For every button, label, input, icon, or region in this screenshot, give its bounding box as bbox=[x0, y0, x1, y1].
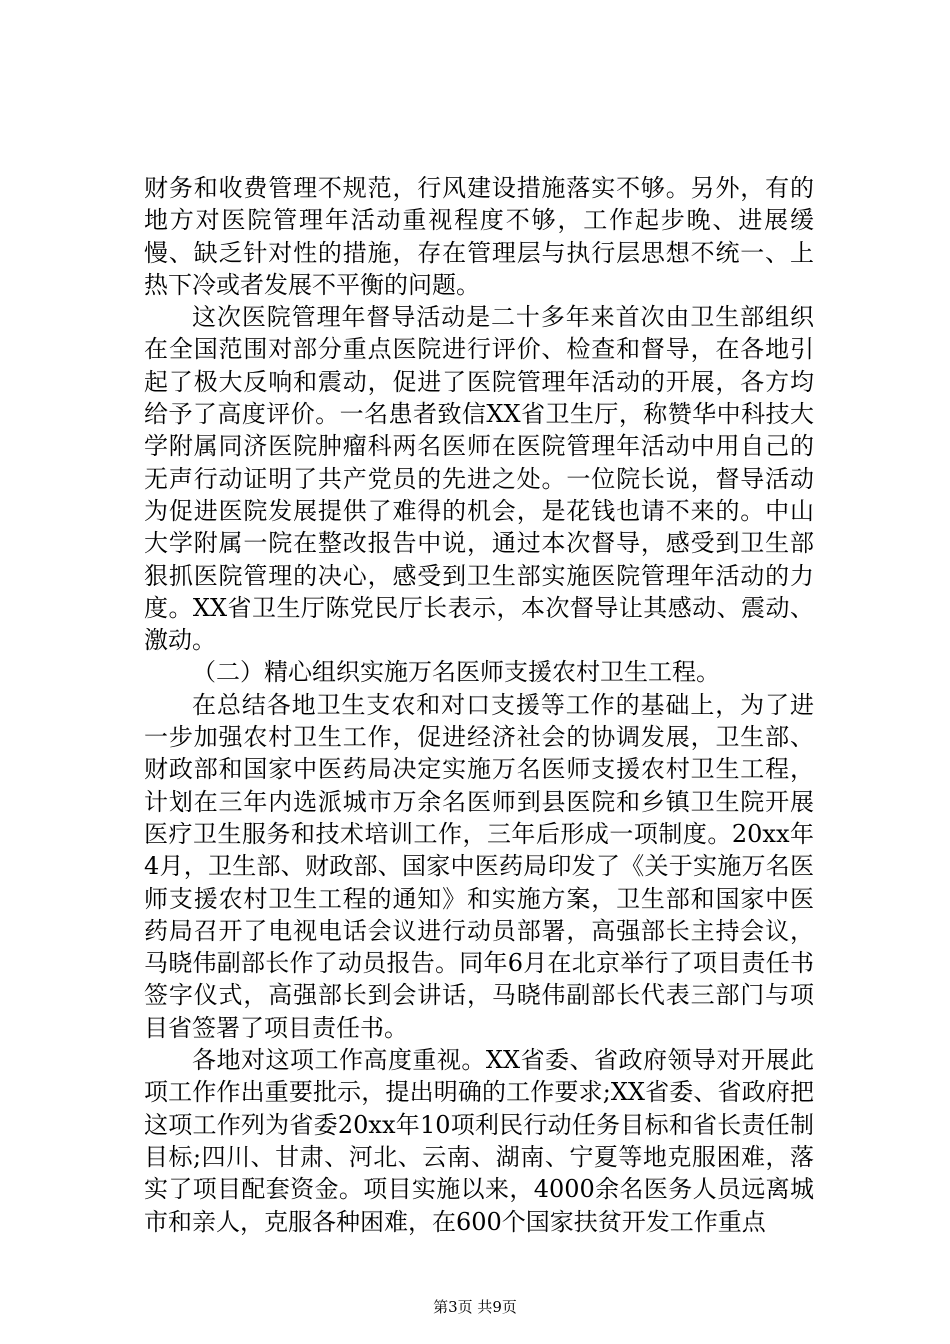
paragraph-rural-support: 在总结各地卫生支农和对口支援等工作的基础上，为了进一步加强农村卫生工作，促进经济社会的协调发展，卫生部、财政部和国家中医药局决定实施万名医师支援农村卫生工程，计划在三年内选派城市万余名医师到县医院和乡镇卫生院开展医疗卫生服务和技术培训工作，三年后形成一项制度。20xx年4月，卫生部、财政部、国家中医药局印发了《关于实施万名医师支援农村卫生工程的通知》和实施方案，卫生部和国家中医药局召开了电视电话会议进行动员部署，高强部长主持会议，马晓伟副部长作了动员报告。同年6月在北京举行了项目责任书签字仪式，高强部长到会讲话，马晓伟副部长代表三部门与项目省签署了项目责任书。 bbox=[144, 690, 814, 1042]
paragraph-local-response: 各地对这项工作高度重视。XX省委、省政府领导对开展此项工作作出重要批示，提出明确的工作要求;XX省委、省政府把这项工作列为省委20xx年10项利民行动任务目标和省长责任制目标;四川、甘肃、河北、云南、湖南、宁夏等地克服困难，落实了项目配套资金。项目实施以来，4000余名医务人员远离城市和亲人，克服各种困难，在600个国家扶贫开发工作重点 bbox=[144, 1046, 814, 1236]
paragraph-supervision: 这次医院管理年督导活动是二十多年来首次由卫生部组织在全国范围对部分重点医院进行评价、检查和督导，在各地引起了极大反响和震动，促进了医院管理年活动的开展，各方均给予了高度评价。一名患者致信XX省卫生厅，称赞华中科技大学附属同济医院肿瘤科两名医师在医院管理年活动中用自己的无声行动证明了共产党员的先进之处。一位院长说，督导活动为促进医院发展提供了难得的机会，是花钱也请不来的。中山大学附属一院在整改报告中说，通过本次督导，感受到卫生部狠抓医院管理的决心，感受到卫生部实施医院管理年活动的力度。XX省卫生厅陈党民厅长表示，本次督导让其感动、震动、激动。 bbox=[144, 303, 814, 655]
section-heading: （二）精心组织实施万名医师支援农村卫生工程。 bbox=[192, 658, 720, 687]
document-body bbox=[144, 172, 814, 1238]
page-footer: 第3页 共9页 bbox=[433, 1298, 517, 1316]
paragraph-continuation: 财务和收费管理不规范，行风建设措施落实不够。另外，有的地方对医院管理年活动重视程度不够，工作起步晚、进展缓慢、缺乏针对性的措施，存在管理层与执行层思想不统一、上热下冷或者发展不平衡的问题。 bbox=[144, 174, 814, 299]
